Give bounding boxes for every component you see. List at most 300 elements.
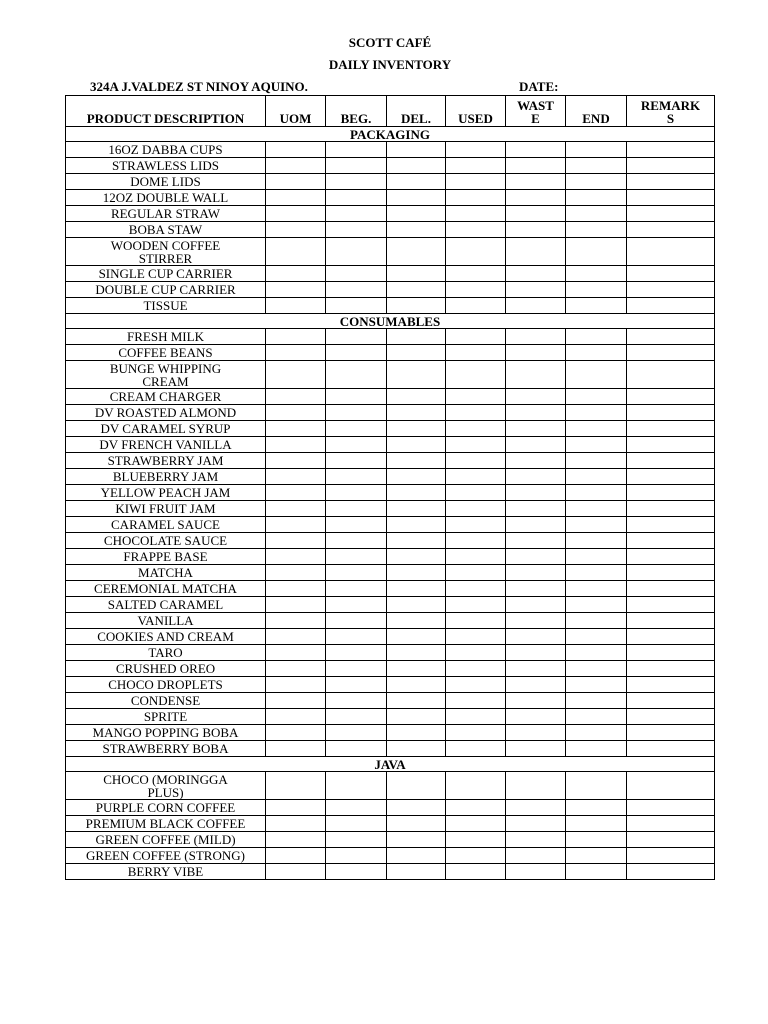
uom-cell[interactable] — [266, 238, 326, 266]
end-cell[interactable] — [566, 565, 627, 581]
used-cell[interactable] — [446, 501, 506, 517]
beg-cell[interactable] — [326, 772, 387, 800]
uom-cell[interactable] — [266, 832, 326, 848]
uom-cell[interactable] — [266, 190, 326, 206]
table-row — [66, 581, 715, 597]
del-cell[interactable] — [387, 725, 446, 741]
uom-cell[interactable] — [266, 329, 326, 345]
uom-cell[interactable] — [266, 613, 326, 629]
end-cell[interactable] — [566, 800, 627, 816]
beg-cell[interactable] — [326, 266, 387, 282]
waste-cell[interactable] — [506, 174, 566, 190]
used-cell[interactable] — [446, 485, 506, 501]
waste-cell[interactable] — [506, 565, 566, 581]
beg-cell[interactable] — [326, 629, 387, 645]
beg-cell[interactable] — [326, 741, 387, 757]
end-cell[interactable] — [566, 437, 627, 453]
uom-cell[interactable] — [266, 174, 326, 190]
beg-cell[interactable] — [326, 864, 387, 880]
waste-cell[interactable] — [506, 741, 566, 757]
beg-cell[interactable] — [326, 142, 387, 158]
used-cell[interactable] — [446, 345, 506, 361]
del-cell[interactable] — [387, 282, 446, 298]
remarks-cell[interactable] — [627, 661, 715, 677]
end-cell[interactable] — [566, 832, 627, 848]
remarks-cell[interactable] — [627, 613, 715, 629]
remarks-cell[interactable] — [627, 581, 715, 597]
del-cell[interactable] — [387, 549, 446, 565]
used-cell[interactable] — [446, 549, 506, 565]
uom-cell[interactable] — [266, 848, 326, 864]
del-cell[interactable] — [387, 298, 446, 314]
used-cell[interactable] — [446, 158, 506, 174]
uom-cell[interactable] — [266, 772, 326, 800]
waste-cell[interactable] — [506, 517, 566, 533]
waste-cell[interactable] — [506, 864, 566, 880]
end-cell[interactable] — [566, 222, 627, 238]
uom-cell[interactable] — [266, 517, 326, 533]
end-cell[interactable] — [566, 597, 627, 613]
remarks-cell[interactable] — [627, 158, 715, 174]
uom-cell[interactable] — [266, 298, 326, 314]
remarks-cell[interactable] — [627, 832, 715, 848]
used-cell[interactable] — [446, 741, 506, 757]
end-cell[interactable] — [566, 282, 627, 298]
uom-cell[interactable] — [266, 142, 326, 158]
used-cell[interactable] — [446, 613, 506, 629]
remarks-cell[interactable] — [627, 725, 715, 741]
beg-cell[interactable] — [326, 832, 387, 848]
del-cell[interactable] — [387, 645, 446, 661]
beg-cell[interactable] — [326, 298, 387, 314]
del-cell[interactable] — [387, 142, 446, 158]
del-cell[interactable] — [387, 190, 446, 206]
uom-cell[interactable] — [266, 266, 326, 282]
beg-cell[interactable] — [326, 613, 387, 629]
remarks-cell[interactable] — [627, 848, 715, 864]
used-cell[interactable] — [446, 453, 506, 469]
remarks-cell[interactable] — [627, 453, 715, 469]
uom-cell[interactable] — [266, 222, 326, 238]
remarks-cell[interactable] — [627, 816, 715, 832]
beg-cell[interactable] — [326, 158, 387, 174]
del-cell[interactable] — [387, 469, 446, 485]
remarks-cell[interactable] — [627, 772, 715, 800]
used-cell[interactable] — [446, 469, 506, 485]
used-cell[interactable] — [446, 772, 506, 800]
end-cell[interactable] — [566, 158, 627, 174]
end-cell[interactable] — [566, 266, 627, 282]
beg-cell[interactable] — [326, 709, 387, 725]
used-cell[interactable] — [446, 266, 506, 282]
waste-cell[interactable] — [506, 485, 566, 501]
waste-cell[interactable] — [506, 832, 566, 848]
used-cell[interactable] — [446, 832, 506, 848]
beg-cell[interactable] — [326, 533, 387, 549]
waste-cell[interactable] — [506, 142, 566, 158]
del-cell[interactable] — [387, 405, 446, 421]
product-description-cell — [66, 158, 266, 174]
beg-cell[interactable] — [326, 661, 387, 677]
used-cell[interactable] — [446, 329, 506, 345]
end-cell[interactable] — [566, 329, 627, 345]
del-cell[interactable] — [387, 389, 446, 405]
used-cell[interactable] — [446, 517, 506, 533]
beg-cell[interactable] — [326, 725, 387, 741]
end-cell[interactable] — [566, 661, 627, 677]
del-cell[interactable] — [387, 709, 446, 725]
uom-cell[interactable] — [266, 565, 326, 581]
end-cell[interactable] — [566, 298, 627, 314]
del-cell[interactable] — [387, 222, 446, 238]
del-cell[interactable] — [387, 517, 446, 533]
product-description-cell — [66, 437, 266, 453]
used-cell[interactable] — [446, 206, 506, 222]
remarks-cell[interactable] — [627, 361, 715, 389]
beg-cell[interactable] — [326, 469, 387, 485]
uom-cell[interactable] — [266, 661, 326, 677]
used-cell[interactable] — [446, 629, 506, 645]
uom-cell[interactable] — [266, 469, 326, 485]
used-cell[interactable] — [446, 142, 506, 158]
waste-cell[interactable] — [506, 437, 566, 453]
end-cell[interactable] — [566, 345, 627, 361]
waste-cell[interactable] — [506, 629, 566, 645]
remarks-cell[interactable] — [627, 864, 715, 880]
waste-cell[interactable] — [506, 190, 566, 206]
remarks-cell[interactable] — [627, 800, 715, 816]
del-cell[interactable] — [387, 533, 446, 549]
uom-cell[interactable] — [266, 864, 326, 880]
end-cell[interactable] — [566, 581, 627, 597]
remarks-cell[interactable] — [627, 741, 715, 757]
del-cell[interactable] — [387, 501, 446, 517]
waste-cell[interactable] — [506, 693, 566, 709]
waste-cell[interactable] — [506, 282, 566, 298]
del-cell[interactable] — [387, 266, 446, 282]
del-cell[interactable] — [387, 816, 446, 832]
end-cell[interactable] — [566, 709, 627, 725]
product-name: FRAPPE BASE — [123, 549, 208, 564]
used-cell[interactable] — [446, 533, 506, 549]
uom-cell[interactable] — [266, 361, 326, 389]
end-cell[interactable] — [566, 549, 627, 565]
used-cell[interactable] — [446, 565, 506, 581]
used-cell[interactable] — [446, 361, 506, 389]
waste-cell[interactable] — [506, 645, 566, 661]
del-cell[interactable] — [387, 613, 446, 629]
remarks-cell[interactable] — [627, 437, 715, 453]
remarks-cell[interactable] — [627, 190, 715, 206]
beg-cell[interactable] — [326, 405, 387, 421]
remarks-cell[interactable] — [627, 709, 715, 725]
remarks-cell[interactable] — [627, 206, 715, 222]
del-cell[interactable] — [387, 565, 446, 581]
del-cell[interactable] — [387, 693, 446, 709]
remarks-cell[interactable] — [627, 549, 715, 565]
del-cell[interactable] — [387, 453, 446, 469]
end-cell[interactable] — [566, 485, 627, 501]
waste-cell[interactable] — [506, 345, 566, 361]
uom-cell[interactable] — [266, 709, 326, 725]
waste-cell[interactable] — [506, 206, 566, 222]
remarks-cell[interactable] — [627, 222, 715, 238]
used-cell[interactable] — [446, 437, 506, 453]
beg-cell[interactable] — [326, 693, 387, 709]
del-cell[interactable] — [387, 629, 446, 645]
remarks-cell[interactable] — [627, 282, 715, 298]
used-cell[interactable] — [446, 645, 506, 661]
beg-cell[interactable] — [326, 437, 387, 453]
remarks-cell[interactable] — [627, 565, 715, 581]
used-cell[interactable] — [446, 282, 506, 298]
del-cell[interactable] — [387, 597, 446, 613]
end-cell[interactable] — [566, 629, 627, 645]
used-cell[interactable] — [446, 677, 506, 693]
del-cell[interactable] — [387, 485, 446, 501]
beg-cell[interactable] — [326, 645, 387, 661]
end-cell[interactable] — [566, 206, 627, 222]
waste-cell[interactable] — [506, 581, 566, 597]
del-cell[interactable] — [387, 238, 446, 266]
used-cell[interactable] — [446, 421, 506, 437]
uom-cell[interactable] — [266, 453, 326, 469]
end-cell[interactable] — [566, 238, 627, 266]
waste-cell[interactable] — [506, 266, 566, 282]
end-cell[interactable] — [566, 421, 627, 437]
remarks-cell[interactable] — [627, 329, 715, 345]
used-cell[interactable] — [446, 174, 506, 190]
end-cell[interactable] — [566, 848, 627, 864]
end-cell[interactable] — [566, 645, 627, 661]
del-cell[interactable] — [387, 158, 446, 174]
remarks-cell[interactable] — [627, 597, 715, 613]
uom-cell[interactable] — [266, 677, 326, 693]
end-cell[interactable] — [566, 693, 627, 709]
waste-cell[interactable] — [506, 405, 566, 421]
uom-cell[interactable] — [266, 800, 326, 816]
uom-cell[interactable] — [266, 501, 326, 517]
beg-cell[interactable] — [326, 174, 387, 190]
remarks-cell[interactable] — [627, 238, 715, 266]
del-cell[interactable] — [387, 677, 446, 693]
waste-cell[interactable] — [506, 158, 566, 174]
waste-cell[interactable] — [506, 549, 566, 565]
remarks-cell[interactable] — [627, 517, 715, 533]
used-cell[interactable] — [446, 661, 506, 677]
remarks-cell[interactable] — [627, 677, 715, 693]
beg-cell[interactable] — [326, 282, 387, 298]
uom-cell[interactable] — [266, 485, 326, 501]
uom-cell[interactable] — [266, 581, 326, 597]
uom-cell[interactable] — [266, 405, 326, 421]
used-cell[interactable] — [446, 389, 506, 405]
beg-cell[interactable] — [326, 549, 387, 565]
remarks-cell[interactable] — [627, 645, 715, 661]
beg-cell[interactable] — [326, 800, 387, 816]
waste-cell[interactable] — [506, 772, 566, 800]
used-cell[interactable] — [446, 816, 506, 832]
uom-cell[interactable] — [266, 206, 326, 222]
remarks-cell[interactable] — [627, 485, 715, 501]
remarks-cell[interactable] — [627, 345, 715, 361]
del-cell[interactable] — [387, 361, 446, 389]
waste-cell[interactable] — [506, 453, 566, 469]
uom-cell[interactable] — [266, 816, 326, 832]
end-cell[interactable] — [566, 142, 627, 158]
remarks-cell[interactable] — [627, 629, 715, 645]
del-cell[interactable] — [387, 832, 446, 848]
end-cell[interactable] — [566, 501, 627, 517]
del-cell[interactable] — [387, 772, 446, 800]
beg-cell[interactable] — [326, 517, 387, 533]
remarks-cell[interactable] — [627, 174, 715, 190]
used-cell[interactable] — [446, 581, 506, 597]
del-cell[interactable] — [387, 864, 446, 880]
waste-cell[interactable] — [506, 533, 566, 549]
beg-cell[interactable] — [326, 677, 387, 693]
del-cell[interactable] — [387, 174, 446, 190]
uom-cell[interactable] — [266, 629, 326, 645]
uom-cell[interactable] — [266, 725, 326, 741]
end-cell[interactable] — [566, 361, 627, 389]
used-cell[interactable] — [446, 709, 506, 725]
beg-cell[interactable] — [326, 345, 387, 361]
waste-cell[interactable] — [506, 597, 566, 613]
remarks-cell[interactable] — [627, 266, 715, 282]
waste-cell[interactable] — [506, 800, 566, 816]
uom-cell[interactable] — [266, 389, 326, 405]
uom-cell[interactable] — [266, 597, 326, 613]
end-cell[interactable] — [566, 533, 627, 549]
end-cell[interactable] — [566, 613, 627, 629]
end-cell[interactable] — [566, 864, 627, 880]
beg-cell[interactable] — [326, 848, 387, 864]
remarks-cell[interactable] — [627, 501, 715, 517]
uom-cell[interactable] — [266, 533, 326, 549]
beg-cell[interactable] — [326, 222, 387, 238]
beg-cell[interactable] — [326, 485, 387, 501]
beg-cell[interactable] — [326, 206, 387, 222]
waste-cell[interactable] — [506, 816, 566, 832]
del-cell[interactable] — [387, 848, 446, 864]
used-cell[interactable] — [446, 725, 506, 741]
end-cell[interactable] — [566, 816, 627, 832]
remarks-cell[interactable] — [627, 405, 715, 421]
remarks-cell[interactable] — [627, 298, 715, 314]
del-cell[interactable] — [387, 581, 446, 597]
uom-cell[interactable] — [266, 741, 326, 757]
end-cell[interactable] — [566, 389, 627, 405]
beg-cell[interactable] — [326, 389, 387, 405]
product-description-cell — [66, 190, 266, 206]
uom-cell[interactable] — [266, 345, 326, 361]
used-cell[interactable] — [446, 222, 506, 238]
waste-cell[interactable] — [506, 389, 566, 405]
end-cell[interactable] — [566, 677, 627, 693]
waste-cell[interactable] — [506, 613, 566, 629]
remarks-cell[interactable] — [627, 469, 715, 485]
end-cell[interactable] — [566, 174, 627, 190]
beg-cell[interactable] — [326, 501, 387, 517]
beg-cell[interactable] — [326, 329, 387, 345]
used-cell[interactable] — [446, 238, 506, 266]
remarks-cell[interactable] — [627, 142, 715, 158]
end-cell[interactable] — [566, 190, 627, 206]
waste-cell[interactable] — [506, 677, 566, 693]
del-cell[interactable] — [387, 661, 446, 677]
waste-cell[interactable] — [506, 709, 566, 725]
waste-cell[interactable] — [506, 725, 566, 741]
waste-cell[interactable] — [506, 298, 566, 314]
used-cell[interactable] — [446, 597, 506, 613]
beg-cell[interactable] — [326, 816, 387, 832]
uom-cell[interactable] — [266, 421, 326, 437]
uom-cell[interactable] — [266, 437, 326, 453]
waste-cell[interactable] — [506, 848, 566, 864]
used-cell[interactable] — [446, 190, 506, 206]
waste-cell[interactable] — [506, 329, 566, 345]
uom-cell[interactable] — [266, 549, 326, 565]
uom-cell[interactable] — [266, 645, 326, 661]
waste-cell[interactable] — [506, 469, 566, 485]
del-cell[interactable] — [387, 800, 446, 816]
beg-cell[interactable] — [326, 238, 387, 266]
beg-cell[interactable] — [326, 190, 387, 206]
used-cell[interactable] — [446, 405, 506, 421]
del-cell[interactable] — [387, 345, 446, 361]
beg-cell[interactable] — [326, 597, 387, 613]
del-cell[interactable] — [387, 206, 446, 222]
del-cell[interactable] — [387, 437, 446, 453]
beg-cell[interactable] — [326, 453, 387, 469]
waste-cell[interactable] — [506, 421, 566, 437]
remarks-cell[interactable] — [627, 693, 715, 709]
waste-cell[interactable] — [506, 501, 566, 517]
product-description-cell — [66, 533, 266, 549]
end-cell[interactable] — [566, 741, 627, 757]
del-cell[interactable] — [387, 421, 446, 437]
end-cell[interactable] — [566, 469, 627, 485]
uom-cell[interactable] — [266, 158, 326, 174]
waste-cell[interactable] — [506, 361, 566, 389]
beg-cell[interactable] — [326, 581, 387, 597]
used-cell[interactable] — [446, 800, 506, 816]
used-cell[interactable] — [446, 298, 506, 314]
end-cell[interactable] — [566, 517, 627, 533]
waste-cell[interactable] — [506, 661, 566, 677]
end-cell[interactable] — [566, 405, 627, 421]
end-cell[interactable] — [566, 772, 627, 800]
remarks-cell[interactable] — [627, 421, 715, 437]
waste-cell[interactable] — [506, 222, 566, 238]
remarks-cell[interactable] — [627, 389, 715, 405]
used-cell[interactable] — [446, 864, 506, 880]
used-cell[interactable] — [446, 693, 506, 709]
beg-cell[interactable] — [326, 565, 387, 581]
uom-cell[interactable] — [266, 282, 326, 298]
end-cell[interactable] — [566, 725, 627, 741]
del-cell[interactable] — [387, 329, 446, 345]
remarks-cell[interactable] — [627, 533, 715, 549]
used-cell[interactable] — [446, 848, 506, 864]
waste-cell[interactable] — [506, 238, 566, 266]
beg-cell[interactable] — [326, 361, 387, 389]
end-cell[interactable] — [566, 453, 627, 469]
del-cell[interactable] — [387, 741, 446, 757]
uom-cell[interactable] — [266, 693, 326, 709]
beg-cell[interactable] — [326, 421, 387, 437]
